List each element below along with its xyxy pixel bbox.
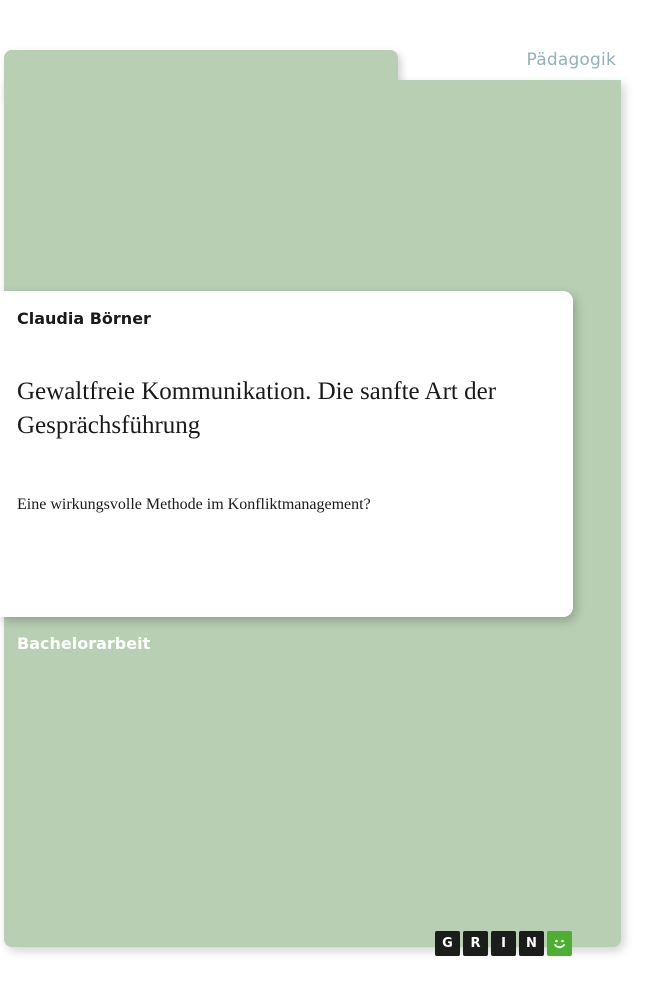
category-label: Pädagogik xyxy=(526,50,616,70)
grin-logo xyxy=(435,931,572,956)
smiley-icon xyxy=(547,931,572,956)
logo-letter-n: N xyxy=(519,931,544,956)
book-title: Gewaltfreie Kommunikation. Die sanfte Art der Gesprächsführung xyxy=(17,378,497,439)
document-type: Bachelorarbeit xyxy=(17,634,151,653)
author-name: Claudia Börner xyxy=(17,309,151,328)
cover-tab-fill xyxy=(4,50,398,110)
title-card xyxy=(0,291,573,617)
book-subtitle: Eine wirkungsvolle Methode im Konfliktmanagement? xyxy=(17,496,371,513)
logo-letter-i: I xyxy=(491,931,516,956)
logo-letter-r: R xyxy=(463,931,488,956)
logo-letter-g: G xyxy=(435,931,460,956)
